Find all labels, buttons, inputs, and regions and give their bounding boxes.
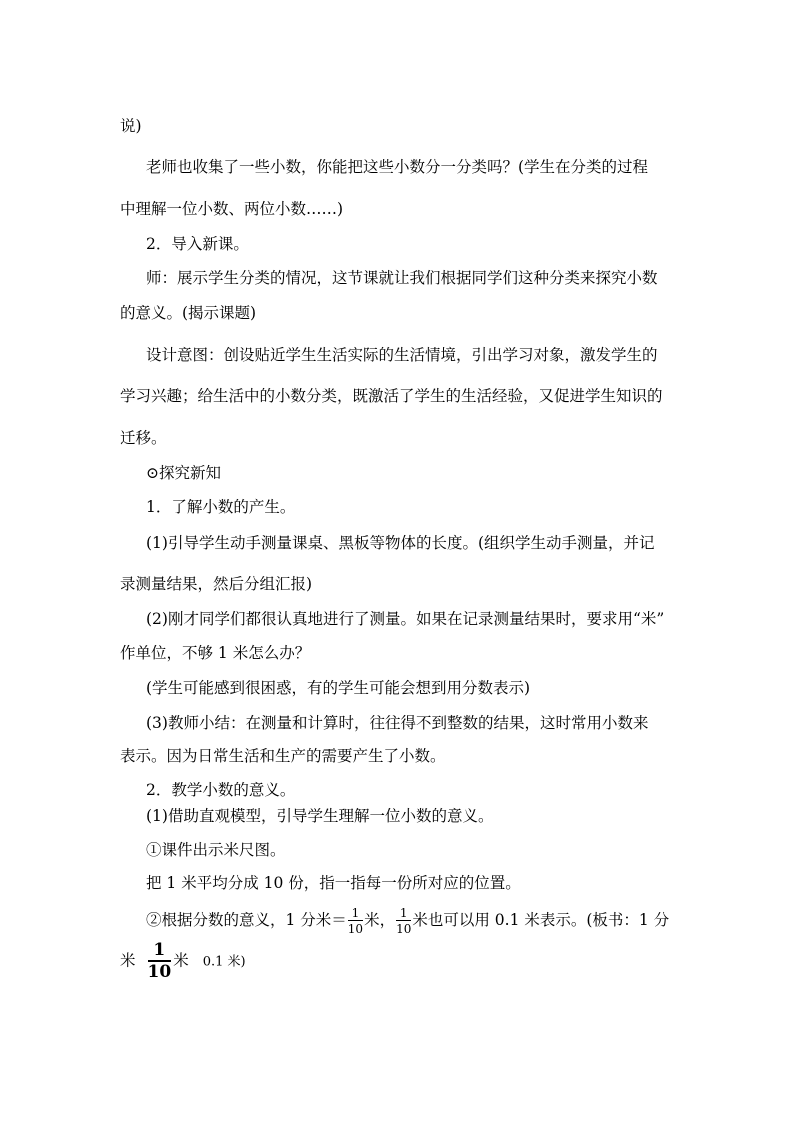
- fraction-numerator: 1: [148, 942, 172, 962]
- text-line: 学习兴趣；给生活中的小数分类，既激活了学生的生活经验，又促进学生知识的: [120, 387, 663, 405]
- text-segment: 米，: [364, 911, 396, 929]
- text-line: 把 1 米平均分成 10 份，指一指每一份所对应的位置。: [146, 874, 521, 892]
- text-line: 设计意图：创设贴近学生生活实际的生活情境，引出学习对象，激发学生的: [146, 346, 658, 364]
- numbered-heading: 2．导入新课。: [146, 235, 249, 253]
- text-line: 中理解一位小数、两位小数……): [120, 200, 344, 218]
- fraction: [148, 942, 172, 981]
- text-segment: 0.1 米): [202, 954, 246, 970]
- text-line: 的意义。(揭示课题): [120, 304, 257, 322]
- fraction-numerator: 1: [348, 907, 363, 921]
- text-line: 老师也收集了一些小数，你能把这些小数分一分类吗？(学生在分类的过程: [146, 158, 649, 176]
- text-line: 说): [120, 117, 142, 135]
- fraction-line: [120, 942, 246, 981]
- numbered-heading: 1．了解小数的产生。: [146, 498, 296, 516]
- text-line: 表示。因为日常生活和生产的需要产生了小数。: [120, 747, 446, 765]
- text-segment: 米: [120, 951, 136, 970]
- numbered-heading: 2．教学小数的意义。: [146, 781, 296, 799]
- fraction-line: [146, 905, 669, 935]
- text-segment: 米也可以用 0.1 米表示。(板书：1 分: [412, 911, 670, 929]
- text-line: (2)刚才同学们都很认真地进行了测量。如果在记录测量结果时，要求用“米”: [146, 610, 665, 628]
- text-line: (学生可能感到很困惑，有的学生可能会想到用分数表示): [146, 679, 531, 697]
- text-line: (1)借助直观模型，引导学生理解一位小数的意义。: [146, 807, 494, 825]
- text-line: 作单位，不够 1 米怎么办？: [120, 644, 311, 662]
- fraction: [396, 907, 411, 935]
- fraction: [348, 907, 363, 935]
- text-line: 录测量结果，然后分组汇报): [120, 575, 313, 593]
- text-line: (1)引导学生动手测量课桌、黑板等物体的长度。(组织学生动手测量，并记: [146, 534, 655, 552]
- text-line: (3)教师小结：在测量和计算时，往往得不到整数的结果，这时常用小数来: [146, 714, 649, 732]
- fraction-denominator: 10: [347, 922, 364, 936]
- text-line: 师：展示学生分类的情况，这节课就让我们根据同学们这种分类来探究小数: [146, 269, 658, 287]
- section-heading: ⊙探究新知: [146, 464, 221, 482]
- text-line: 迁移。: [120, 429, 167, 447]
- text-segment: 米: [173, 951, 189, 970]
- text-segment: ②根据分数的意义，1 分米＝: [146, 911, 347, 929]
- fraction-denominator: 10: [396, 922, 412, 936]
- fraction-denominator: 10: [147, 962, 172, 982]
- text-line: ①课件出示米尺图。: [146, 841, 286, 859]
- fraction-numerator: 1: [396, 907, 411, 921]
